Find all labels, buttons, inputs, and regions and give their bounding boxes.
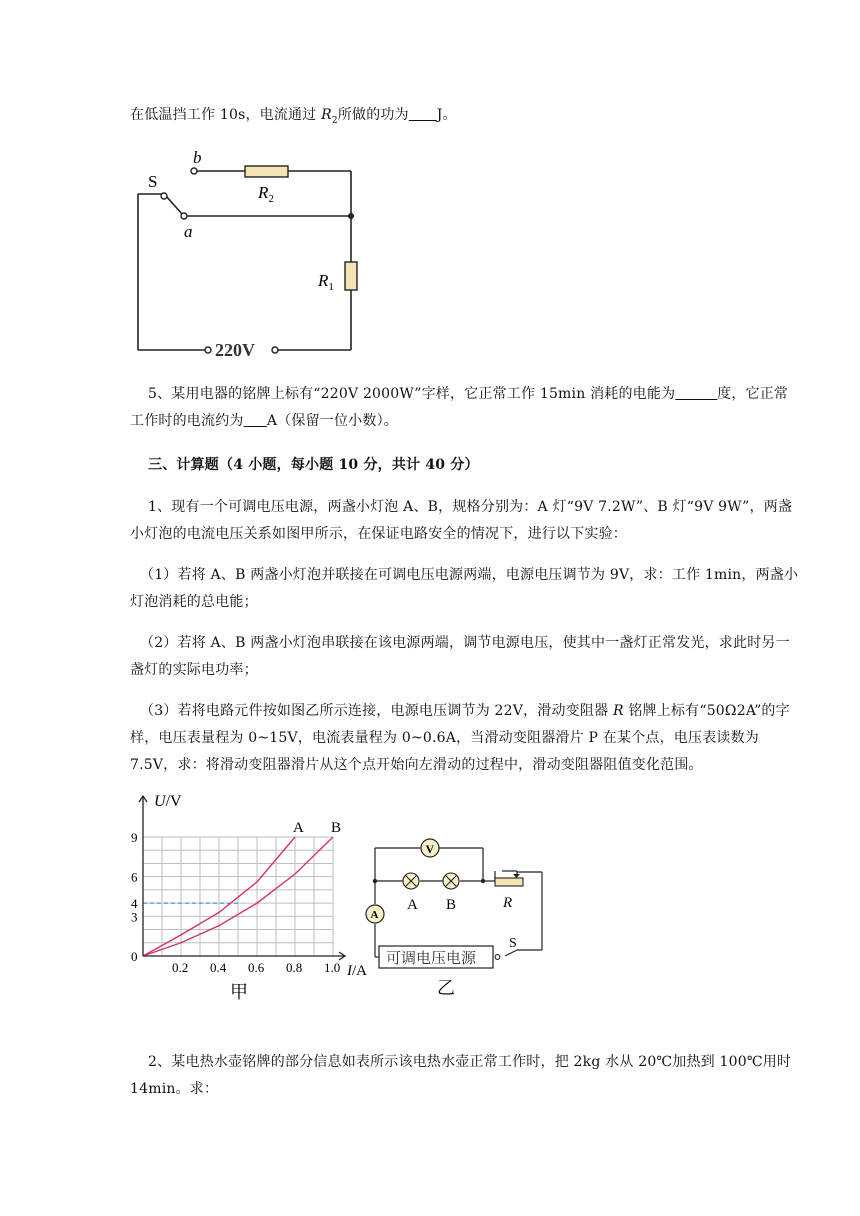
- junction-dot-left: [373, 879, 377, 883]
- switch-label: S: [148, 172, 158, 191]
- source-terminal-right: [272, 347, 278, 353]
- x-tick-label: 0.4: [210, 960, 227, 975]
- q5-blank-2[interactable]: [244, 413, 267, 429]
- switch-terminal: [495, 955, 500, 960]
- circuit-2-caption: 乙: [437, 978, 455, 998]
- series-label-a: A: [293, 820, 304, 836]
- calc-question-1-part-2: （2）若将 A、B 两盏小灯泡串联接在该电源两端，调节电源电压，使其中一盏灯正常发光，求此时另一盏灯的实际电功率；: [130, 635, 790, 678]
- chart-caption: 甲: [230, 982, 248, 1002]
- x-axis-label: I/A: [347, 963, 367, 979]
- lamp-b-label: B: [446, 897, 457, 913]
- y-tick-label: 0: [131, 949, 138, 964]
- lamp-a: [403, 873, 419, 889]
- terminal-a: [181, 213, 187, 219]
- circuit-diagram-1: [130, 140, 370, 365]
- svg-text:V: V: [425, 842, 435, 856]
- y-tick-label: 3: [131, 909, 138, 925]
- y-axis-label: U/V: [154, 793, 182, 810]
- junction-dot-right: [481, 879, 485, 883]
- calc-question-1: 1、现有一个可调电压电源，两盏小灯泡 A、B，规格分别为：A 灯“9V 7.2W”、B 灯“9V 9W”，两盏小灯泡的电流电压关系如图甲所示，在保证电路安全的情况下，进行以下实验：: [130, 499, 793, 542]
- c1-3-text-1: （3）若将电路元件按如图乙所示连接，电源电压调节为 22V，滑动变阻器: [140, 703, 613, 719]
- source-label: 220V: [215, 340, 255, 360]
- question-5: [130, 381, 802, 435]
- line-top-r: R: [321, 107, 332, 123]
- answer-blank[interactable]: [409, 107, 437, 123]
- r1-label: $R_1$: [318, 271, 334, 293]
- power-source-label: 可调电压电源: [386, 949, 477, 967]
- chart-jia: [130, 788, 370, 1006]
- junction-dot: [348, 213, 354, 219]
- y-tick-label: 4: [131, 896, 138, 912]
- y-tick-label: 6: [131, 869, 138, 885]
- c1-3-text-2: 铭牌上标有“50Ω2A”的字样，电压表量程为 0~15V，电流表量程为 0~0.6A，当滑动变阻器滑片 P 在某个点，电压表读数为 7.5V，求：将滑动变阻器滑片从这个点开始向左滑动的过程中，滑动变阻器阻值变化范围。: [130, 703, 790, 773]
- x-tick-label: 0.2: [172, 960, 189, 975]
- lamp-a-label: A: [407, 897, 418, 913]
- series-label-b: B: [331, 820, 342, 836]
- q5-text-2: 度，它正常工作时的电流约为: [130, 386, 789, 429]
- switch-pivot: [161, 193, 167, 199]
- ammeter: [366, 905, 384, 923]
- rheostat-label: R: [503, 895, 513, 911]
- voltmeter: [421, 839, 439, 857]
- line-top: [130, 102, 802, 135]
- terminal-a-label: a: [184, 222, 193, 241]
- y-tick-label: 9: [131, 830, 138, 845]
- section-3-heading: 三、计算题（4 小题，每小题 10 分，共计 40 分）: [148, 457, 479, 473]
- r2-label: $R_2$: [258, 183, 274, 205]
- x-tick-label: 0.6: [248, 960, 265, 975]
- svg-text:A: A: [370, 909, 379, 921]
- calc-question-2: 2、某电热水壶铭牌的部分信息如表所示该电热水壶正常工作时，把 2kg 水从 20℃加热到 100℃用时 14min。求：: [130, 1054, 792, 1097]
- q5-text-3: A（保留一位小数）。: [266, 413, 398, 429]
- calc-question-1-part-3: [130, 698, 802, 779]
- terminal-b-label: b: [193, 148, 202, 167]
- line-top-text-2: 所做的功为: [337, 107, 409, 123]
- lamp-b: [443, 873, 459, 889]
- switch-label-2: S: [509, 936, 517, 951]
- line-top-text-3: J。: [436, 107, 457, 123]
- rheostat-body: [495, 878, 523, 886]
- calc-question-1-part-1: （1）若将 A、B 两盏小灯泡并联接在可调电压电源两端，电源电压调节为 9V，求：工作 1min，两盏小灯泡消耗的总电能；: [130, 567, 799, 610]
- r1-resistor: [345, 262, 357, 290]
- c1-3-r: R: [612, 703, 624, 719]
- x-tick-label: 0.8: [286, 960, 303, 975]
- circuit-diagram-2: [355, 826, 555, 1002]
- source-terminal-left: [205, 347, 211, 353]
- terminal-b: [191, 168, 197, 174]
- line-top-r-sub: 2: [331, 115, 338, 126]
- q5-text-1: 5、某用电器的铭牌上标有“220V 2000W”字样，它正常工作 15min 消耗的电能为: [148, 386, 676, 402]
- x-tick-label: 1.0: [324, 960, 341, 975]
- rheostat-slider: [513, 874, 520, 878]
- line-top-text-1: 在低温挡工作 10s，电流通过: [130, 107, 322, 123]
- q5-blank-1[interactable]: [675, 386, 717, 402]
- r2-resistor: [245, 166, 288, 177]
